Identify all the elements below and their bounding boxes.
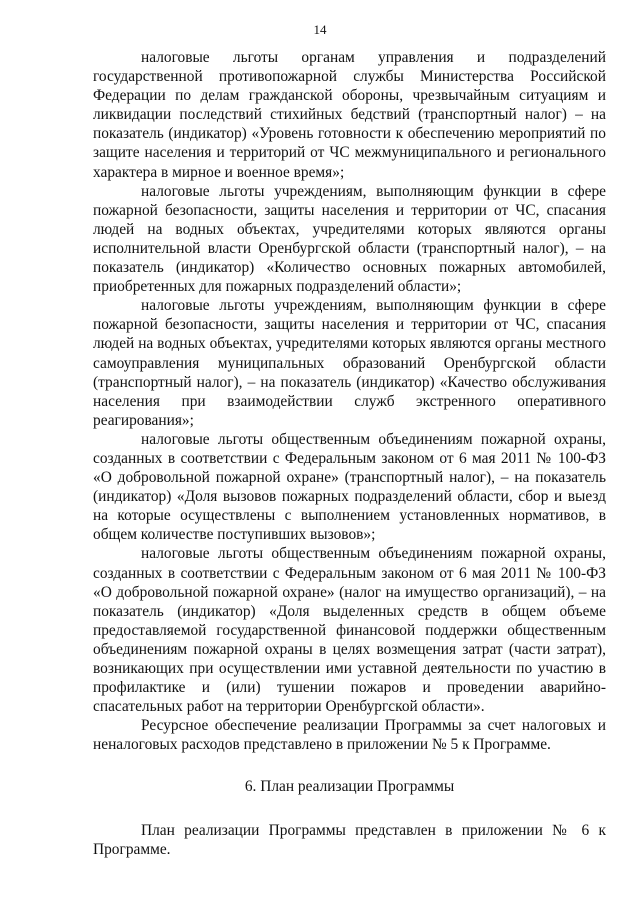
paragraph-tax-benefits-volunteer-transport: налоговые льготы общественным объединениям пожарной охраны, созданных в соответствии с Федеральным законом от 6 мая 2011 № 100-ФЗ «О добровольной пожарной охране» (транспортный налог), – на показатель (индикатор) «Доля вызовов пожарных подразделений области, сбор и выезд на которые осуществлены с выполнением установленных нормативов, в общем количестве поступивших вызовов»; (93, 430, 606, 544)
paragraph-implementation-plan: План реализации Программы представлен в приложении № 6 к Программе. (93, 821, 606, 858)
document-body (93, 48, 606, 859)
paragraph-tax-benefits-regional-institutions: налоговые льготы учреждениям, выполняющим функции в сфере пожарной безопасности, защиты населения и территории от ЧС, спасания людей на водных объектах, учредителями которых являются органы исполнительной власти Оренбургской области (транспортный налог), – на показатель (индикатор) «Количество основных пожарных автомобилей, приобретенных для пожарных подразделений области»; (93, 182, 606, 296)
paragraph-tax-benefits-mchs: налоговые льготы органам управления и подразделений государственной противопожарной службы Министерства Российской Федерации по делам гражданской обороны, чрезвычайным ситуациям и ликвидации последствий стихийных бедствий (транспортный налог) – на показатель (индикатор) «Уровень готовности к обеспечению мероприятий по защите населения и территорий от ЧС межмуниципального и регионального характера в мирное и военное время»; (93, 49, 606, 181)
paragraph-resource-provision: Ресурсное обеспечение реализации Программы за счет налоговых и неналоговых расходов представлено в приложении № 5 к Программе. (93, 717, 606, 754)
paragraph-tax-benefits-volunteer-property: налоговые льготы общественным объединениям пожарной охраны, созданных в соответствии с Федеральным законом от 6 мая 2011 № 100-ФЗ «О добровольной пожарной охране» (налог на имущество организаций), – на показатель (индикатор) «Доля выделенных средств в общем объеме предоставляемой государственной финансовой поддержки общественным объединениям пожарной охраны в целях возмещения затрат (части затрат), возникающих при осуществлении ими уставной деятельности по участию в профилактике и (или) тушении пожаров и проведении аварийно-спасательных работ на территории Оренбургской области». (93, 545, 606, 716)
paragraph-tax-benefits-municipal-institutions: налоговые льготы учреждениям, выполняющим функции в сфере пожарной безопасности, защиты населения и территории от ЧС, спасания людей на водных объектах, учредителями которых являются органы местного самоуправления муниципальных образований Оренбургской области (транспортный налог), – на показатель (индикатор) «Качество обслуживания населения при взаимодействии служб экстренного оперативного реагирования»; (93, 297, 606, 429)
page-number: 14 (313, 22, 327, 37)
section-heading: 6. План реализации Программы (244, 778, 455, 796)
